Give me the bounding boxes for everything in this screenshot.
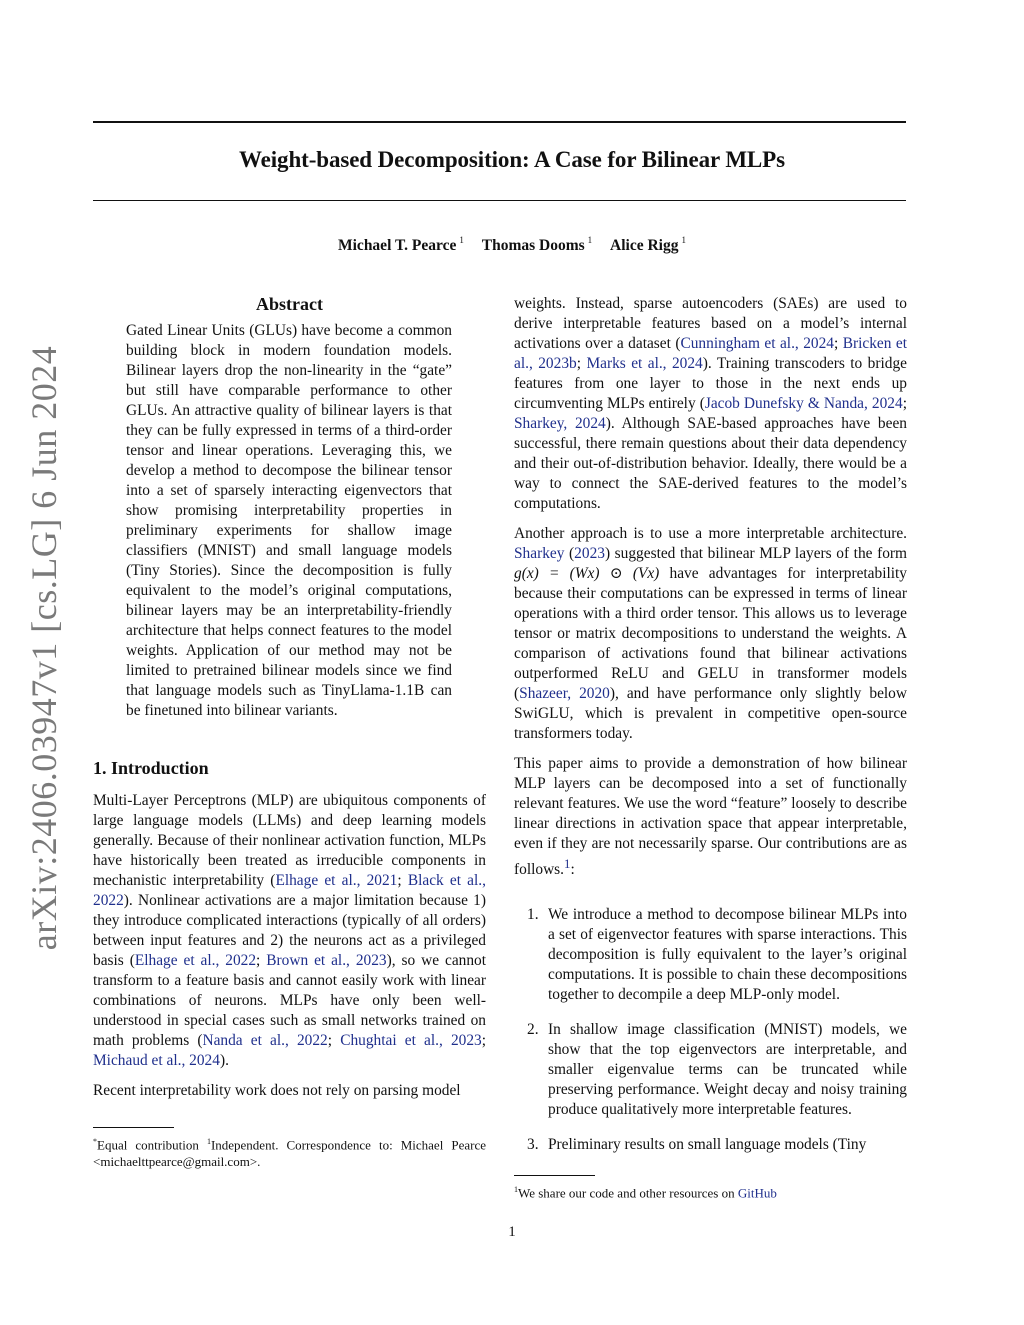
citation-link[interactable]: Bricken et al., 2023b xyxy=(514,335,907,372)
list-item-text: We introduce a method to decompose bilinear MLPs into a set of eigenvector features with sparse interactions. This decomposition is fully equivalent to the layer’s original computations. It is possible to chain these decompositions together to decompile a deep MLP-only model. xyxy=(548,906,907,1004)
intro-paragraph-1: Multi-Layer Perceptrons (MLP) are ubiquitous components of large language models (LLMs) and deep learning models generally. Because of their nonlinear activation function, MLPs have historically been treated as irreducible components in mechanistic interpretability (Elhage et al., 2021; Black et al., 2022). Nonlinear activations are a major limitation because 1) they introduce complicated interactions (typically of all orders) between input features and 2) the neurons act as a privileged basis (Elhage et al., 2022; Brown et al., 2023), so we cannot transform to a feature basis and cannot easily work with linear combinations of neurons. MLPs have only been well-understood in special cases such as small networks trained on math problems (Nanda et al., 2022; Chughtai et al., 2023; Michaud et al., 2024). xyxy=(93,792,487,1069)
list-item-text: In shallow image classification (MNIST) models, we show that the top eigenvectors are interpretable, and smaller eigenvalue terms can be truncated while preserving performance. Weight decay and noisy training produce qualitatively more interpretable features. xyxy=(548,1021,907,1119)
author-list xyxy=(0,237,1024,255)
citation-link[interactable]: Michaud et al., 2024 xyxy=(93,1052,220,1069)
citation-link[interactable]: Elhage et al., 2022 xyxy=(134,952,257,969)
right-column xyxy=(514,294,907,1170)
title-rule-top xyxy=(93,121,906,123)
github-link[interactable]: GitHub xyxy=(737,1185,777,1201)
author-name: Thomas Dooms xyxy=(481,237,585,254)
paper-title: Weight-based Decomposition: A Case for Bilinear MLPs xyxy=(239,147,785,172)
list-item xyxy=(514,1020,907,1120)
page-number: 1 xyxy=(508,1224,516,1240)
citation-link[interactable]: Cunningham et al., 2024 xyxy=(680,335,834,352)
intro-paragraph-2-cont: weights. Instead, sparse autoencoders (SAEs) are used to derive interpretable features based on a model’s internal activations over a dataset (Cunningham et al., 2024; Bricken et al., 2023b; Marks et al., 2024). Training transcoders to bridge features from one layer to those in the next ends up circumventing MLPs entirely (Jacob Dunefsky & Nanda, 2024; Sharkey, 2024). Although SAE-based approaches have been successful, there remain questions about their data dependency and their out-of-distribution behavior. Ideally, there would be a way to connect the SAE-derived features to the model’s computations. xyxy=(514,295,907,512)
list-item xyxy=(514,905,907,1005)
title-rule-bottom xyxy=(93,200,906,201)
affiliation-mark: 1 xyxy=(681,235,686,245)
list-number: 2. xyxy=(527,1021,539,1039)
author-name: Michael T. Pearce xyxy=(338,237,457,254)
author xyxy=(610,237,686,254)
footnote-right xyxy=(514,1175,907,1201)
citation-link[interactable]: Marks et al., 2024 xyxy=(586,355,703,372)
citation-link[interactable]: Jacob Dunefsky & Nanda, 2024 xyxy=(704,395,903,412)
abstract-heading: Abstract xyxy=(256,294,323,314)
intro-paragraph-2-start: Recent interpretability work does not rely on parsing model xyxy=(93,1082,461,1099)
author xyxy=(338,237,464,254)
citation-link[interactable]: 2023 xyxy=(574,545,605,562)
author-name: Alice Rigg xyxy=(610,237,679,254)
footnote-rule xyxy=(514,1175,595,1176)
list-item xyxy=(514,1135,907,1155)
intro-paragraph-3: Another approach is to use a more interpretable architecture. Sharkey (2023) suggested that bilinear MLP layers of the form g(x) = (Wx) ⊙ (Vx) have advantages for interpretability because their computations can be expressed in terms of linear operations with a third order tensor. This allows us to leverage tensor or matrix decompositions to understand the weights. A comparison of activations found that bilinear activations outperformed ReLU and GELU in transformer models (Shazeer, 2020), and have performance only slightly below SwiGLU, which is prevalent in competitive open-source transformers today. xyxy=(514,525,907,742)
citation-link[interactable]: Black et al., 2022 xyxy=(93,872,486,909)
citation-link[interactable]: Nanda et al., 2022 xyxy=(202,1032,328,1049)
affiliation-mark: 1 xyxy=(587,235,593,245)
arxiv-stamp: arXiv:2406.03947v1 [cs.LG] 6 Jun 2024 xyxy=(24,345,64,951)
citation-link[interactable]: Sharkey xyxy=(514,545,565,562)
left-column xyxy=(93,293,486,1111)
list-item-text: Preliminary results on small language models (Tiny xyxy=(548,1136,867,1154)
footnote-text: $^1$We share our code and other resources on GitHub xyxy=(514,1185,777,1201)
section-heading-introduction: 1. Introduction xyxy=(93,758,209,778)
intro-paragraph-4: This paper aims to provide a demonstration of how bilinear MLP layers can be decomposed into a set of functionally relevant features. We use the word “feature” loosely to describe linear directions in activation space that appear interpretable, even if they are not necessarily sparse. Our contributions are as follows.$^1$: xyxy=(514,755,907,879)
citation-link[interactable]: Brown et al., 2023 xyxy=(266,952,387,969)
affiliation-mark: 1 xyxy=(459,235,464,245)
author xyxy=(482,237,592,254)
citation-link[interactable]: Elhage et al., 2021 xyxy=(275,872,398,889)
abstract-text: Gated Linear Units (GLUs) have become a common building block in modern foundation models. Bilinear layers drop the non-linearity in the “gate” but still have comparable performance to other GLUs. An attractive quality of bilinear layers is that they can be fully expressed in terms of a third-order tensor and linear operations. Leveraging this, we develop a method to decompose the bilinear tensor into a set of sparsely interacting eigenvectors that show promising interpretability properties in preliminary experiments for shallow image classifiers (MNIST) and small language models (Tiny Stories). Since the decomposition is fully equivalent to the model’s original computations, bilinear layers may be an interpretability-friendly architecture that helps connect features to the model weights. Application of our method may not be limited to pretrained bilinear models since we find that language models such as TinyLlama-1.1B can be finetuned into bilinear variants. xyxy=(126,322,452,719)
footnote-link[interactable]: 1 xyxy=(564,857,571,871)
citation-link[interactable]: Sharkey, 2024 xyxy=(514,415,606,432)
contributions-list xyxy=(514,905,907,1155)
bilinear-formula: g(x) = (Wx) ⊙ (Vx) xyxy=(514,565,660,582)
list-number: 1. xyxy=(527,906,539,924)
abstract-body xyxy=(126,321,452,721)
list-number: 3. xyxy=(527,1136,539,1154)
citation-link[interactable]: Shazeer, 2020 xyxy=(519,685,610,702)
footnote-left xyxy=(93,1127,486,1170)
footnote-rule xyxy=(93,1127,174,1128)
footnote-text: *Equal contribution $^1$Independent. Correspondence to: Michael Pearce <michaelttpearce@gmail.com>. xyxy=(93,1137,486,1170)
citation-link[interactable]: Chughtai et al., 2023 xyxy=(340,1032,482,1049)
